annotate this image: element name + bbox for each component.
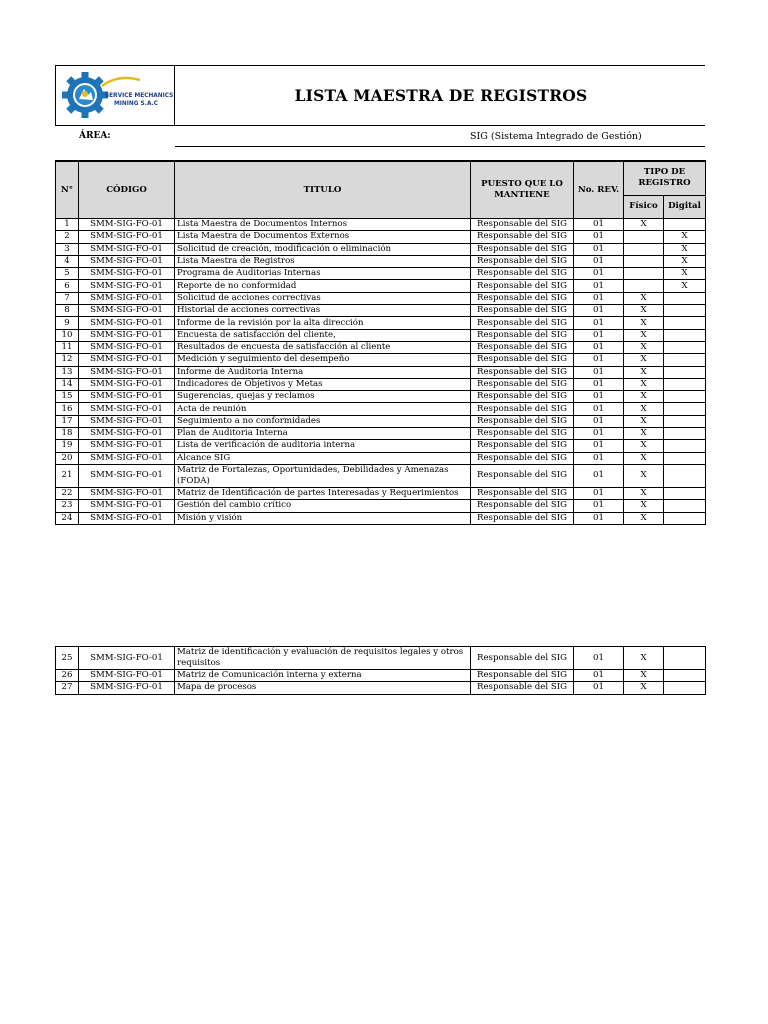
svg-text:SERVICE MECHANICS: SERVICE MECHANICS xyxy=(105,93,174,99)
row-fisico xyxy=(624,280,664,292)
row-codigo: SMM-SIG-FO-01 xyxy=(79,391,175,403)
table-row xyxy=(56,317,706,329)
row-number: 2 xyxy=(56,231,79,243)
row-revision: 01 xyxy=(574,317,624,329)
header-puesto: PUESTO QUE LO MANTIENE xyxy=(471,161,574,219)
row-number: 19 xyxy=(56,440,79,452)
row-revision: 01 xyxy=(574,268,624,280)
row-digital: X xyxy=(664,268,706,280)
row-titulo: Gestión del cambio crítico xyxy=(175,500,471,512)
row-codigo: SMM-SIG-FO-01 xyxy=(79,280,175,292)
row-puesto: Responsable del SIG xyxy=(471,268,574,280)
row-fisico: X xyxy=(624,428,664,440)
row-codigo: SMM-SIG-FO-01 xyxy=(79,415,175,427)
table-row xyxy=(56,670,706,682)
row-revision: 01 xyxy=(574,428,624,440)
row-puesto: Responsable del SIG xyxy=(471,280,574,292)
row-codigo: SMM-SIG-FO-01 xyxy=(79,354,175,366)
row-titulo: Seguimiento a no conformidades xyxy=(175,415,471,427)
row-codigo: SMM-SIG-FO-01 xyxy=(79,487,175,499)
row-titulo: Matriz de Identificación de partes Interesadas y Requerimientos xyxy=(175,487,471,499)
row-puesto: Responsable del SIG xyxy=(471,647,574,670)
row-fisico: X xyxy=(624,682,664,694)
area-value: SIG (Sistema Integrado de Gestión) xyxy=(470,131,642,142)
row-titulo: Solicitud de creación, modificación o eliminación xyxy=(175,243,471,255)
row-revision: 01 xyxy=(574,219,624,231)
row-number: 7 xyxy=(56,292,79,304)
header-codigo: CÓDIGO xyxy=(79,161,175,219)
row-puesto: Responsable del SIG xyxy=(471,354,574,366)
row-digital xyxy=(664,219,706,231)
row-number: 8 xyxy=(56,305,79,317)
row-revision: 01 xyxy=(574,354,624,366)
row-codigo: SMM-SIG-FO-01 xyxy=(79,647,175,670)
row-codigo: SMM-SIG-FO-01 xyxy=(79,428,175,440)
row-digital xyxy=(664,415,706,427)
row-number: 11 xyxy=(56,341,79,353)
row-puesto: Responsable del SIG xyxy=(471,512,574,524)
table-row xyxy=(56,487,706,499)
row-titulo: Matriz de identificación y evaluación de requisitos legales y otros requisitos xyxy=(175,647,471,670)
area-label: ÁREA: xyxy=(79,131,111,141)
row-digital xyxy=(664,512,706,524)
row-puesto: Responsable del SIG xyxy=(471,440,574,452)
table-row xyxy=(56,366,706,378)
row-number: 15 xyxy=(56,391,79,403)
row-fisico: X xyxy=(624,403,664,415)
row-codigo: SMM-SIG-FO-01 xyxy=(79,268,175,280)
row-revision: 01 xyxy=(574,255,624,267)
row-puesto: Responsable del SIG xyxy=(471,305,574,317)
row-digital xyxy=(664,500,706,512)
row-puesto: Responsable del SIG xyxy=(471,464,574,487)
row-codigo: SMM-SIG-FO-01 xyxy=(79,305,175,317)
row-digital xyxy=(664,487,706,499)
row-fisico xyxy=(624,231,664,243)
row-fisico: X xyxy=(624,378,664,390)
row-digital xyxy=(664,391,706,403)
row-fisico: X xyxy=(624,329,664,341)
row-puesto: Responsable del SIG xyxy=(471,255,574,267)
row-puesto: Responsable del SIG xyxy=(471,341,574,353)
row-codigo: SMM-SIG-FO-01 xyxy=(79,329,175,341)
row-number: 4 xyxy=(56,255,79,267)
svg-text:MINING S.A.C: MINING S.A.C xyxy=(114,101,158,107)
row-puesto: Responsable del SIG xyxy=(471,428,574,440)
table-row xyxy=(56,464,706,487)
row-titulo: Matriz de Fortalezas, Oportunidades, Debilidades y Amenazas (FODA) xyxy=(175,464,471,487)
row-number: 22 xyxy=(56,487,79,499)
row-codigo: SMM-SIG-FO-01 xyxy=(79,500,175,512)
row-digital xyxy=(664,292,706,304)
row-fisico xyxy=(624,255,664,267)
row-number: 18 xyxy=(56,428,79,440)
row-number: 13 xyxy=(56,366,79,378)
row-puesto: Responsable del SIG xyxy=(471,317,574,329)
row-number: 20 xyxy=(56,452,79,464)
row-fisico: X xyxy=(624,305,664,317)
table-row xyxy=(56,255,706,267)
row-titulo: Matriz de Comunicación interna y externa xyxy=(175,670,471,682)
row-digital xyxy=(664,452,706,464)
row-revision: 01 xyxy=(574,647,624,670)
row-digital xyxy=(664,403,706,415)
document-header xyxy=(55,65,705,126)
row-digital xyxy=(664,329,706,341)
table-row xyxy=(56,682,706,694)
row-digital xyxy=(664,428,706,440)
table-row xyxy=(56,219,706,231)
row-revision: 01 xyxy=(574,243,624,255)
row-fisico: X xyxy=(624,366,664,378)
row-digital: X xyxy=(664,243,706,255)
document-title: LISTA MAESTRA DE REGISTROS xyxy=(294,86,588,105)
row-revision: 01 xyxy=(574,500,624,512)
row-digital: X xyxy=(664,231,706,243)
table-row xyxy=(56,452,706,464)
row-puesto: Responsable del SIG xyxy=(471,415,574,427)
row-digital xyxy=(664,647,706,670)
table-row xyxy=(56,512,706,524)
row-number: 16 xyxy=(56,403,79,415)
row-titulo: Alcance SIG xyxy=(175,452,471,464)
row-puesto: Responsable del SIG xyxy=(471,219,574,231)
row-titulo: Lista Maestra de Documentos Internos xyxy=(175,219,471,231)
row-fisico: X xyxy=(624,341,664,353)
row-fisico: X xyxy=(624,292,664,304)
row-codigo: SMM-SIG-FO-01 xyxy=(79,378,175,390)
table-row xyxy=(56,305,706,317)
header-num: N° xyxy=(56,161,79,219)
row-number: 24 xyxy=(56,512,79,524)
row-fisico: X xyxy=(624,487,664,499)
row-revision: 01 xyxy=(574,682,624,694)
row-revision: 01 xyxy=(574,452,624,464)
row-number: 14 xyxy=(56,378,79,390)
row-digital xyxy=(664,305,706,317)
row-digital xyxy=(664,378,706,390)
row-codigo: SMM-SIG-FO-01 xyxy=(79,231,175,243)
row-titulo: Lista de verificación de auditoria interna xyxy=(175,440,471,452)
row-revision: 01 xyxy=(574,280,624,292)
row-fisico: X xyxy=(624,647,664,670)
row-fisico: X xyxy=(624,500,664,512)
row-revision: 01 xyxy=(574,305,624,317)
table-body-continued xyxy=(56,647,706,695)
row-fisico: X xyxy=(624,391,664,403)
row-fisico xyxy=(624,268,664,280)
row-digital xyxy=(664,354,706,366)
row-fisico: X xyxy=(624,219,664,231)
row-titulo: Plan de Auditoria Interna xyxy=(175,428,471,440)
header-titulo: TITULO xyxy=(175,161,471,219)
row-titulo: Informe de Auditoria Interna xyxy=(175,366,471,378)
row-codigo: SMM-SIG-FO-01 xyxy=(79,366,175,378)
row-revision: 01 xyxy=(574,329,624,341)
row-number: 17 xyxy=(56,415,79,427)
row-codigo: SMM-SIG-FO-01 xyxy=(79,670,175,682)
row-titulo: Historial de acciones correctivas xyxy=(175,305,471,317)
header-tipo-registro: TIPO DE REGISTRO xyxy=(624,161,706,195)
table-row xyxy=(56,243,706,255)
row-digital: X xyxy=(664,280,706,292)
row-puesto: Responsable del SIG xyxy=(471,403,574,415)
row-codigo: SMM-SIG-FO-01 xyxy=(79,440,175,452)
row-fisico: X xyxy=(624,452,664,464)
row-digital xyxy=(664,670,706,682)
row-revision: 01 xyxy=(574,378,624,390)
table-row xyxy=(56,440,706,452)
company-logo xyxy=(56,66,174,125)
row-puesto: Responsable del SIG xyxy=(471,329,574,341)
row-puesto: Responsable del SIG xyxy=(471,378,574,390)
row-fisico xyxy=(624,243,664,255)
row-revision: 01 xyxy=(574,670,624,682)
table-row xyxy=(56,378,706,390)
header-digital: Digital xyxy=(664,195,706,218)
table-body xyxy=(56,219,706,525)
row-codigo: SMM-SIG-FO-01 xyxy=(79,317,175,329)
registros-table-continued xyxy=(55,646,706,695)
row-codigo: SMM-SIG-FO-01 xyxy=(79,682,175,694)
table-row xyxy=(56,415,706,427)
table-row xyxy=(56,341,706,353)
table-row xyxy=(56,231,706,243)
row-puesto: Responsable del SIG xyxy=(471,391,574,403)
row-puesto: Responsable del SIG xyxy=(471,682,574,694)
row-puesto: Responsable del SIG xyxy=(471,292,574,304)
row-titulo: Misión y visión xyxy=(175,512,471,524)
row-titulo: Mapa de procesos xyxy=(175,682,471,694)
row-codigo: SMM-SIG-FO-01 xyxy=(79,243,175,255)
table-row xyxy=(56,428,706,440)
row-digital xyxy=(664,682,706,694)
table-row xyxy=(56,292,706,304)
registros-table xyxy=(55,160,706,525)
row-revision: 01 xyxy=(574,231,624,243)
row-revision: 01 xyxy=(574,403,624,415)
row-titulo: Encuesta de satisfacción del cliente, xyxy=(175,329,471,341)
header-fisico: Físico xyxy=(624,195,664,218)
row-puesto: Responsable del SIG xyxy=(471,670,574,682)
row-digital xyxy=(664,317,706,329)
row-titulo: Medición y seguimiento del desempeño xyxy=(175,354,471,366)
row-codigo: SMM-SIG-FO-01 xyxy=(79,512,175,524)
row-digital: X xyxy=(664,255,706,267)
row-titulo: Informe de la revisión por la alta dirección xyxy=(175,317,471,329)
row-number: 10 xyxy=(56,329,79,341)
row-puesto: Responsable del SIG xyxy=(471,231,574,243)
gear-logo-icon xyxy=(62,72,108,118)
row-revision: 01 xyxy=(574,464,624,487)
row-fisico: X xyxy=(624,512,664,524)
row-puesto: Responsable del SIG xyxy=(471,500,574,512)
row-fisico: X xyxy=(624,670,664,682)
row-number: 3 xyxy=(56,243,79,255)
row-fisico: X xyxy=(624,440,664,452)
row-number: 25 xyxy=(56,647,79,670)
row-codigo: SMM-SIG-FO-01 xyxy=(79,403,175,415)
row-titulo: Reporte de no conformidad xyxy=(175,280,471,292)
table-row xyxy=(56,329,706,341)
row-number: 6 xyxy=(56,280,79,292)
row-number: 26 xyxy=(56,670,79,682)
row-revision: 01 xyxy=(574,292,624,304)
area-underline xyxy=(175,146,705,147)
row-titulo: Acta de reunión xyxy=(175,403,471,415)
row-revision: 01 xyxy=(574,415,624,427)
row-digital xyxy=(664,366,706,378)
logo-cell xyxy=(56,66,175,125)
row-digital xyxy=(664,464,706,487)
row-number: 5 xyxy=(56,268,79,280)
row-titulo: Lista Maestra de Registros xyxy=(175,255,471,267)
row-number: 23 xyxy=(56,500,79,512)
row-codigo: SMM-SIG-FO-01 xyxy=(79,255,175,267)
row-puesto: Responsable del SIG xyxy=(471,243,574,255)
row-fisico: X xyxy=(624,415,664,427)
row-number: 21 xyxy=(56,464,79,487)
row-codigo: SMM-SIG-FO-01 xyxy=(79,219,175,231)
table-row xyxy=(56,268,706,280)
row-number: 1 xyxy=(56,219,79,231)
row-revision: 01 xyxy=(574,512,624,524)
row-puesto: Responsable del SIG xyxy=(471,366,574,378)
row-codigo: SMM-SIG-FO-01 xyxy=(79,452,175,464)
table-row xyxy=(56,403,706,415)
row-fisico: X xyxy=(624,317,664,329)
row-fisico: X xyxy=(624,354,664,366)
row-codigo: SMM-SIG-FO-01 xyxy=(79,341,175,353)
row-number: 12 xyxy=(56,354,79,366)
table-row xyxy=(56,391,706,403)
row-revision: 01 xyxy=(574,487,624,499)
row-titulo: Solicitud de acciones correctivas xyxy=(175,292,471,304)
row-codigo: SMM-SIG-FO-01 xyxy=(79,292,175,304)
table-row xyxy=(56,500,706,512)
row-digital xyxy=(664,440,706,452)
row-revision: 01 xyxy=(574,366,624,378)
header-rev: No. REV. xyxy=(574,161,624,219)
row-titulo: Programa de Auditorias Internas xyxy=(175,268,471,280)
row-titulo: Indicadores de Objetivos y Metas xyxy=(175,378,471,390)
row-codigo: SMM-SIG-FO-01 xyxy=(79,464,175,487)
row-digital xyxy=(664,341,706,353)
row-number: 9 xyxy=(56,317,79,329)
row-puesto: Responsable del SIG xyxy=(471,452,574,464)
row-titulo: Resultados de encuesta de satisfacción al cliente xyxy=(175,341,471,353)
row-revision: 01 xyxy=(574,440,624,452)
row-revision: 01 xyxy=(574,391,624,403)
row-revision: 01 xyxy=(574,341,624,353)
row-titulo: Sugerencias, quejas y reclamos xyxy=(175,391,471,403)
row-fisico: X xyxy=(624,464,664,487)
table-row xyxy=(56,280,706,292)
row-titulo: Lista Maestra de Documentos Externos xyxy=(175,231,471,243)
table-row xyxy=(56,354,706,366)
table-row xyxy=(56,647,706,670)
row-puesto: Responsable del SIG xyxy=(471,487,574,499)
row-number: 27 xyxy=(56,682,79,694)
